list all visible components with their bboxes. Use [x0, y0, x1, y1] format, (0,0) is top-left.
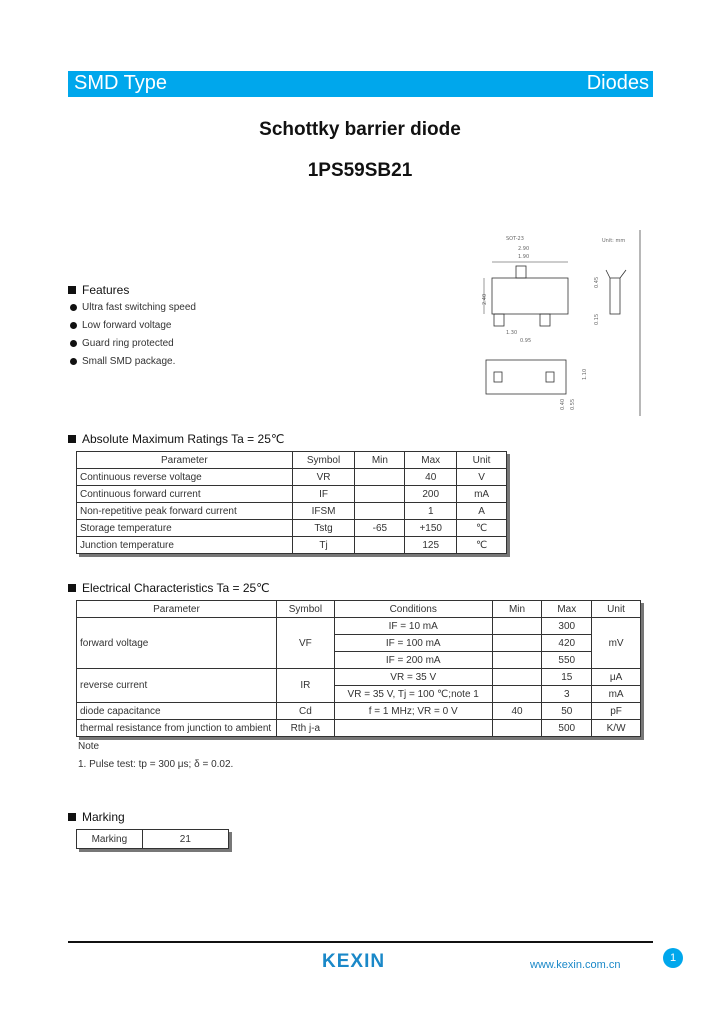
company-logo: KEXIN — [322, 951, 386, 972]
note-text: 1. Pulse test: tp = 300 μs; δ = 0.02. — [78, 759, 234, 770]
column-header: Max — [405, 452, 457, 469]
column-header: Conditions — [334, 601, 492, 618]
table-cell: ℃ — [457, 520, 507, 537]
column-header: Unit — [592, 601, 641, 618]
table-cell — [492, 669, 542, 686]
table-row — [77, 520, 507, 537]
table-cell: IF = 10 mA — [334, 618, 492, 635]
column-header: Symbol — [276, 601, 334, 618]
dim-label: 0.55 — [570, 398, 576, 410]
footer-divider — [68, 941, 653, 943]
table-cell: 550 — [542, 652, 592, 669]
table-cell: 125 — [405, 537, 457, 554]
table-cell: Storage temperature — [77, 520, 293, 537]
dim-label: 0.15 — [594, 313, 600, 325]
table-cell: -65 — [355, 520, 405, 537]
table-cell — [492, 720, 542, 737]
table-cell: 50 — [542, 703, 592, 720]
table-cell: IF = 200 mA — [334, 652, 492, 669]
table-cell: Marking — [77, 830, 143, 849]
marking-table — [76, 829, 229, 849]
table-cell: 21 — [142, 830, 228, 849]
bullet-dot-icon — [70, 322, 77, 329]
dim-label: 1.30 — [506, 330, 518, 336]
table-cell — [492, 635, 542, 652]
table-row — [77, 669, 641, 686]
features-heading — [68, 283, 129, 297]
column-header: Unit — [457, 452, 507, 469]
column-header: Min — [355, 452, 405, 469]
table-row — [77, 830, 229, 849]
table-row — [77, 618, 641, 635]
feature-text: Guard ring protected — [82, 338, 174, 349]
table-cell — [492, 686, 542, 703]
package-name: SOT-23 — [506, 236, 524, 242]
table-cell: pF — [592, 703, 641, 720]
table-cell: f = 1 MHz; VR = 0 V — [334, 703, 492, 720]
bullet-square-icon — [68, 435, 76, 443]
table-cell: VR = 35 V, Tj = 100 ℃;note 1 — [334, 686, 492, 703]
part-number: 1PS59SB21 — [307, 160, 413, 181]
table-row — [77, 469, 507, 486]
table-cell: μA — [592, 669, 641, 686]
product-title: Schottky barrier diode — [259, 119, 461, 140]
company-url[interactable]: www.kexin.com.cn — [530, 959, 621, 971]
table-cell: K/W — [592, 720, 641, 737]
table-cell: 15 — [542, 669, 592, 686]
elec-char-table — [76, 600, 641, 737]
table-row — [77, 486, 507, 503]
table-cell: 1 — [405, 503, 457, 520]
table-cell: mA — [457, 486, 507, 503]
features-heading-text: Features — [82, 283, 130, 297]
column-header: Parameter — [77, 601, 277, 618]
bullet-dot-icon — [70, 340, 77, 347]
header-banner — [68, 71, 653, 97]
table-cell: 300 — [542, 618, 592, 635]
table-row — [77, 720, 641, 737]
feature-text: Ultra fast switching speed — [82, 302, 196, 313]
table-cell: mA — [592, 686, 641, 703]
header-type: Diodes — [586, 72, 649, 94]
table-cell: diode capacitance — [77, 703, 277, 720]
bullet-square-icon — [68, 813, 76, 821]
table-cell: VR = 35 V — [334, 669, 492, 686]
table-cell — [355, 469, 405, 486]
table-cell — [355, 537, 405, 554]
table-cell: VF — [276, 618, 334, 669]
table-cell — [334, 720, 492, 737]
table-cell — [492, 618, 542, 635]
table-cell: A — [457, 503, 507, 520]
abs-max-heading — [68, 432, 284, 446]
table-row — [77, 537, 507, 554]
table-cell: Non-repetitive peak forward current — [77, 503, 293, 520]
table-cell: 3 — [542, 686, 592, 703]
bullet-dot-icon — [70, 304, 77, 311]
feature-text: Small SMD package. — [82, 356, 176, 367]
header-category: SMD Type — [74, 72, 167, 94]
feature-text: Low forward voltage — [82, 320, 172, 331]
feature-item — [70, 356, 175, 367]
abs-max-heading-text: Absolute Maximum Ratings Ta = 25℃ — [82, 432, 285, 446]
table-cell: Tstg — [292, 520, 355, 537]
bullet-square-icon — [68, 584, 76, 592]
column-header: Parameter — [77, 452, 293, 469]
elec-heading-text: Electrical Characteristics Ta = 25℃ — [82, 581, 270, 595]
table-cell: 420 — [542, 635, 592, 652]
table-cell: V — [457, 469, 507, 486]
table-cell: reverse current — [77, 669, 277, 703]
table-cell: thermal resistance from junction to ambient — [77, 720, 277, 737]
page-number: 1 — [663, 948, 683, 968]
table-header-row — [77, 601, 641, 618]
table-header-row — [77, 452, 507, 469]
table-cell: VR — [292, 469, 355, 486]
feature-item — [70, 302, 196, 313]
table-cell: 40 — [405, 469, 457, 486]
column-header: Max — [542, 601, 592, 618]
dim-label: 2.90 — [518, 246, 530, 252]
table-cell — [355, 486, 405, 503]
table-cell: IR — [276, 669, 334, 703]
column-header: Symbol — [292, 452, 355, 469]
unit-label: Unit: mm — [602, 238, 626, 244]
marking-heading-text: Marking — [82, 810, 125, 824]
table-cell: 40 — [492, 703, 542, 720]
feature-item — [70, 320, 172, 331]
marking-heading — [68, 810, 125, 824]
table-cell: ℃ — [457, 537, 507, 554]
table-cell: Cd — [276, 703, 334, 720]
dim-label: 0.40 — [560, 398, 566, 410]
table-cell: +150 — [405, 520, 457, 537]
feature-item — [70, 338, 174, 349]
dim-label: 2.40 — [482, 293, 488, 305]
table-cell: Rth j-a — [276, 720, 334, 737]
table-cell: Tj — [292, 537, 355, 554]
table-cell: 500 — [542, 720, 592, 737]
table-cell: Continuous forward current — [77, 486, 293, 503]
table-cell — [492, 652, 542, 669]
table-cell: forward voltage — [77, 618, 277, 669]
bullet-square-icon — [68, 286, 76, 294]
table-cell: 200 — [405, 486, 457, 503]
table-cell: IFSM — [292, 503, 355, 520]
elec-heading — [68, 581, 270, 595]
table-cell: Continuous reverse voltage — [77, 469, 293, 486]
table-cell: Junction temperature — [77, 537, 293, 554]
table-row — [77, 503, 507, 520]
dim-label: 1.90 — [518, 254, 530, 260]
bullet-dot-icon — [70, 358, 77, 365]
table-cell — [355, 503, 405, 520]
table-cell: mV — [592, 618, 641, 669]
package-outline-drawing — [476, 230, 646, 418]
table-cell: IF = 100 mA — [334, 635, 492, 652]
note-label: Note — [78, 741, 100, 752]
table-cell: IF — [292, 486, 355, 503]
dim-label: 1.10 — [582, 368, 588, 380]
dim-label: 0.45 — [594, 276, 600, 288]
table-row — [77, 703, 641, 720]
abs-max-table — [76, 451, 507, 554]
column-header: Min — [492, 601, 542, 618]
dim-label: 0.95 — [520, 338, 532, 344]
